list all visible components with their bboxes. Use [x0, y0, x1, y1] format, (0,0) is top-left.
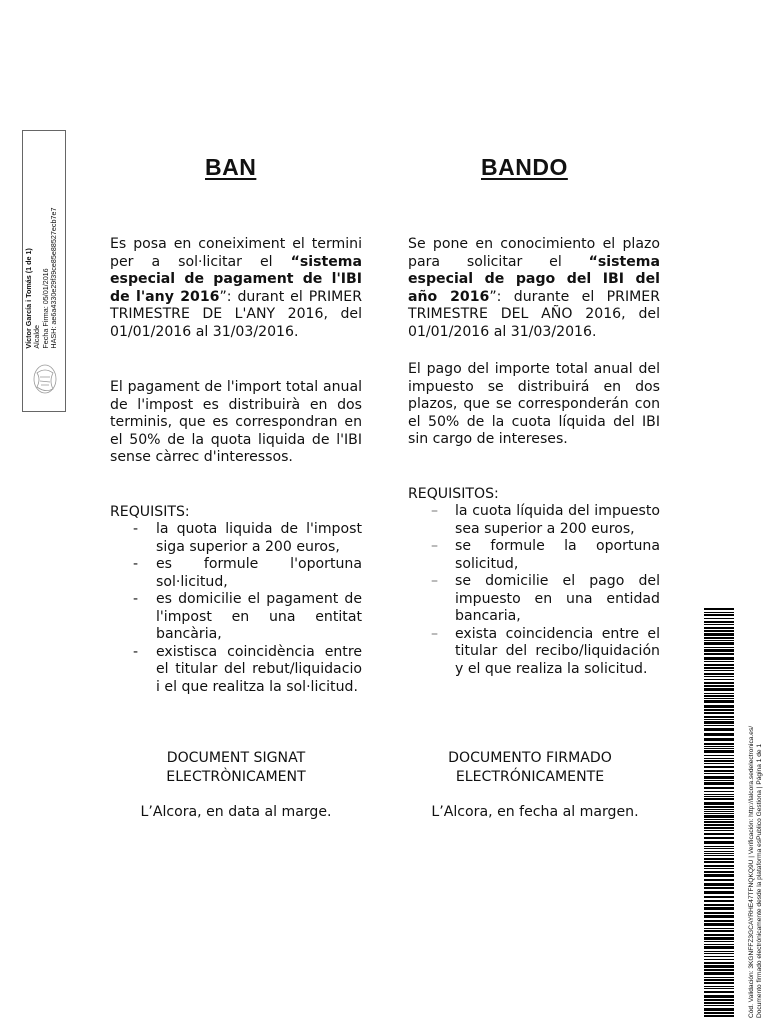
barcode-bar: [704, 791, 734, 792]
right-intro-post: ”: durante el PRIMER TRIMESTRE DEL AÑO 2016, del 01/01/2016 al 31/03/2016.: [408, 288, 660, 340]
barcode-bar: [704, 787, 734, 789]
barcode-bar: [704, 733, 734, 736]
left-payment: El pagament de l'import total anual de l'impost es distribuirà en dos terminis, que es correspondran en el 50% de la quota liquida de l'IBI sense càrrec d'interessos.: [110, 379, 362, 465]
barcode-bar: [704, 858, 734, 860]
requirement-text: la cuota líquida del impuesto sea superior a 200 euros,: [455, 503, 660, 537]
list-item: [133, 591, 362, 644]
barcode-bar: [704, 700, 734, 703]
right-signed-note: DOCUMENTO FIRMADO ELECTRÓNICAMENTE: [448, 750, 612, 785]
barcode-bar: [704, 693, 734, 694]
dash-bullet: –: [431, 538, 439, 554]
barcode-bar: [704, 912, 734, 914]
barcode-bar: [704, 977, 734, 978]
list-item: [133, 556, 362, 591]
requirement-text: se domicilie el pago del impuesto en una entidad bancaria,: [455, 573, 660, 624]
stamp-role: Alcalde: [32, 325, 42, 349]
barcode-bar: [704, 1012, 734, 1014]
barcode-bar: [704, 928, 734, 929]
verification-line-2: Documento firmado electrónicamente desde la plataforma esPublico Gestiona | Página 1 de 1: [756, 743, 764, 1018]
barcode-bar: [704, 640, 734, 641]
barcode-bar: [704, 746, 734, 747]
barcode-bar: [704, 951, 734, 952]
barcode-bar: [704, 806, 734, 808]
barcode-bar: [704, 770, 734, 772]
barcode-bar: [704, 871, 734, 873]
right-requirements-heading: REQUISITOS:: [408, 486, 499, 502]
barcode-bar: [704, 798, 734, 800]
barcode-bar: [704, 962, 734, 964]
barcode-bar: [704, 755, 734, 756]
barcode-bar: [704, 959, 734, 960]
barcode-bar: [704, 780, 734, 781]
barcode-bar: [704, 763, 734, 764]
barcode-bar: [704, 999, 734, 1001]
left-signed-note: DOCUMENT SIGNAT ELECTRÒNICAMENT: [166, 750, 306, 785]
barcode-bar: [704, 953, 734, 954]
right-intro: [408, 236, 660, 341]
barcode-bar: [704, 827, 734, 829]
list-item: [431, 538, 660, 573]
barcode-bar: [704, 846, 734, 847]
barcode-bar: [704, 1015, 734, 1017]
right-place-date: L’Alcora, en fecha al margen.: [431, 804, 639, 820]
barcode-bar: [704, 670, 734, 671]
left-requirements-heading: REQUISITS:: [110, 504, 190, 520]
barcode-bar: [704, 941, 734, 942]
barcode-bar: [704, 612, 734, 613]
barcode-bar: [704, 782, 734, 785]
barcode-bar: [704, 855, 734, 856]
barcode-bar: [704, 969, 734, 971]
barcode-bar: [704, 809, 734, 810]
barcode-bar: [704, 624, 734, 625]
barcode-bar: [704, 861, 734, 863]
list-item: [431, 573, 660, 626]
barcode-bar: [704, 653, 734, 655]
barcode-bar: [704, 930, 734, 932]
barcode-bar: [704, 709, 734, 711]
left-intro-pre: Es posa en coneiximent el termini per a sol·licitar el: [110, 236, 362, 270]
barcode-bar: [704, 661, 734, 662]
barcode-bar: [704, 682, 734, 684]
list-item: [133, 521, 362, 556]
dash-bullet: -: [133, 591, 139, 607]
barcode-bar: [704, 986, 734, 987]
barcode-bar: [704, 688, 734, 691]
barcode-bar: [704, 738, 734, 741]
barcode-bar: [704, 972, 734, 975]
barcode-bar: [704, 887, 734, 889]
barcode-bar: [704, 923, 734, 926]
barcode-bar: [704, 776, 734, 779]
verification-line-1: Cód. Validación: 3KGNFFZ3GCAYRHE47TFNQKQ9U | Verificación: http://lalcora.sedelectronica.es/: [748, 725, 755, 1018]
barcode-bar: [704, 802, 734, 805]
barcode-bar: [704, 794, 734, 795]
right-intro-pre: Se pone en conocimiento el plazo para solicitar el: [408, 236, 660, 270]
barcode-bar: [704, 819, 734, 820]
barcode-bar: [704, 614, 734, 616]
requirement-text: la quota liquida de l'impost siga superior a 200 euros,: [156, 521, 362, 555]
requirement-text: es domicilie el pagament de l'impost en una entitat bancària,: [156, 591, 362, 642]
barcode-bar: [704, 719, 734, 720]
verification-text: [748, 608, 764, 1018]
barcode-bar: [704, 982, 734, 984]
barcode-bar: [704, 907, 734, 910]
barcode-bar: [704, 796, 734, 797]
seal-icon: [31, 361, 59, 397]
barcode-bar: [704, 728, 734, 731]
barcode-bar: [704, 920, 734, 922]
barcode-bar: [704, 988, 734, 989]
barcode-icon: [704, 608, 734, 1018]
barcode-bar: [704, 716, 734, 718]
barcode-bar: [704, 647, 734, 648]
barcode-bar: [704, 879, 734, 881]
barcode-bar: [704, 637, 734, 639]
barcode-bar: [704, 904, 734, 906]
barcode-bar: [704, 896, 734, 898]
barcode-bar: [704, 743, 734, 745]
barcode-bar: [704, 965, 734, 968]
signature-stamp: [22, 130, 66, 412]
left-intro-bold: “sistema especial de pagament de l'IBI de l'any 2016: [110, 253, 362, 305]
requirement-text: existisca coincidència entre el titular del rebut/liquidacio i el que realitza la sol·licitud.: [156, 643, 362, 695]
barcode-bar: [704, 705, 734, 708]
dash-bullet: –: [431, 625, 439, 642]
barcode-bar: [704, 995, 734, 998]
title-bando: BANDO: [481, 154, 568, 180]
barcode-bar: [704, 874, 734, 877]
barcode-bar: [704, 865, 734, 867]
barcode-bar: [704, 1005, 734, 1006]
requirement-text: se formule la oportuna solicitud,: [455, 538, 660, 572]
barcode-bar: [704, 868, 734, 869]
barcode-bar: [704, 946, 734, 949]
barcode-bar: [704, 621, 734, 623]
barcode-bar: [704, 773, 734, 774]
barcode-bar: [704, 633, 734, 636]
title-ban: BAN: [205, 154, 257, 180]
requirement-text: es formule l'oportuna sol·licitud,: [156, 556, 362, 590]
dash-bullet: -: [133, 521, 139, 537]
barcode-bar: [704, 649, 734, 652]
barcode-bar: [704, 833, 734, 835]
barcode-bar: [704, 721, 734, 724]
barcode-bar: [704, 698, 734, 699]
barcode-bar: [704, 841, 734, 844]
barcode-bar: [704, 685, 734, 687]
barcode-bar: [704, 657, 734, 660]
barcode-bar: [704, 760, 734, 762]
dash-bullet: –: [431, 573, 439, 589]
stamp-sign-date: Fecha Firma: 05/01/2016: [40, 268, 50, 349]
barcode-bar: [704, 608, 734, 610]
stamp-signer: Víctor García i Tomás (1 de 1): [24, 248, 33, 349]
barcode-bar: [704, 891, 734, 894]
barcode-bar: [704, 673, 734, 675]
dash-bullet: -: [133, 643, 139, 660]
barcode-bar: [704, 630, 734, 632]
barcode-bar: [704, 1008, 734, 1011]
list-item: [133, 644, 362, 697]
barcode-bar: [704, 915, 734, 918]
barcode-bar: [704, 725, 734, 726]
barcode-bar: [704, 824, 734, 826]
barcode-bar: [704, 750, 734, 753]
barcode-bar: [704, 934, 734, 936]
barcode-bar: [704, 853, 734, 854]
barcode-bar: [704, 1002, 734, 1004]
left-intro-post: ”: durant el PRIMER TRIMESTRE DE L'ANY 2016, del 01/01/2016 al 31/03/2016.: [110, 288, 362, 340]
barcode-bar: [704, 830, 734, 831]
right-payment: El pago del importe total anual del impuesto se distribuirá en dos plazos, que se corresponderán con el 50% de la cuota líquida del IBI sin cargo de intereses.: [408, 361, 660, 447]
barcode-bar: [704, 937, 734, 940]
left-place-date: L’Alcora, en data al marge.: [140, 804, 332, 820]
barcode-bar: [704, 664, 734, 666]
stamp-hash: HASH: ae6a4330e29f39ce85e88527ecb7e7: [49, 207, 59, 349]
barcode-bar: [704, 883, 734, 886]
barcode-bar: [704, 676, 734, 677]
barcode-bar: [704, 627, 734, 629]
list-item: [431, 503, 660, 538]
barcode-bar: [704, 811, 734, 812]
barcode-bar: [704, 944, 734, 945]
barcode-bar: [704, 712, 734, 714]
right-intro-bold: “sistema especial de pago del IBI del año 2016: [408, 253, 660, 305]
barcode-bar: [704, 900, 734, 902]
left-intro: [110, 236, 362, 341]
barcode-bar: [704, 813, 734, 814]
barcode-bar: [704, 956, 734, 957]
dash-bullet: –: [431, 503, 439, 519]
barcode-bar: [704, 851, 734, 852]
right-requirements-list: [431, 503, 660, 678]
barcode-bar: [704, 848, 734, 849]
barcode-bar: [704, 766, 734, 768]
barcode-bar: [704, 979, 734, 981]
barcode-bar: [704, 837, 734, 839]
dash-bullet: -: [133, 556, 139, 572]
barcode-bar: [704, 695, 734, 697]
requirement-text: exista coincidencia entre el titular del recibo/liquidación y el que realiza la solicitud.: [455, 625, 660, 677]
left-requirements-list: [133, 521, 362, 696]
barcode-bar: [704, 679, 734, 680]
barcode-bar: [704, 821, 734, 823]
barcode-bar: [704, 618, 734, 619]
stamp-text: [25, 129, 59, 349]
barcode-bar: [704, 758, 734, 759]
barcode-bar: [704, 815, 734, 818]
barcode-bar: [704, 642, 734, 645]
list-item: [431, 626, 660, 679]
barcode-bar: [704, 667, 734, 669]
barcode-bar: [704, 748, 734, 749]
barcode-bar: [704, 991, 734, 993]
